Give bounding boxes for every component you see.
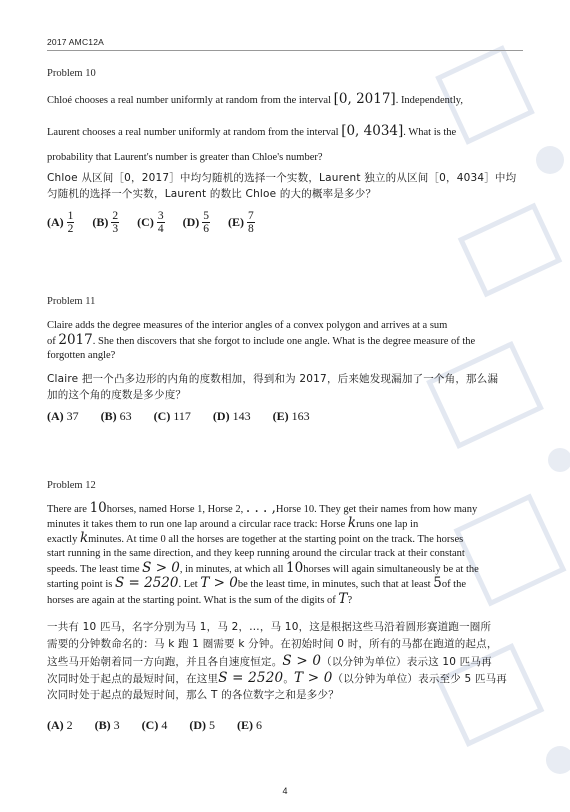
problem-11-text-line-3: forgotten angle?: [47, 350, 116, 361]
problem-10-text-line-1: Chloé chooses a real number uniformly at random from the interval [0, 2017]. Independently,: [47, 91, 463, 107]
problem-12-cn-line-4: 次同时处于起点的最短时间，在这里S = 2520。T > 0（以分钟为单位）表示至少 5 匹马再: [47, 670, 507, 686]
problem-10-text-line-2: Laurent chooses a real number uniformly at random from the interval [0, 4034]. What is the: [47, 123, 457, 139]
problem-10-text-line-3: probability that Laurent's number is greater than Chloe's number?: [47, 152, 323, 163]
choice-c: (C) 117: [153, 409, 191, 423]
problem-11-title: Problem 11: [47, 296, 96, 307]
choice-a: (A) $\frac{1}{2}$: [47, 210, 74, 235]
problem-10-cn-line-1: Chloe 从区间［0，2017］中均匀随机的选择一个实数，Laurent 独立的从区间［0，4034］中均: [47, 172, 517, 184]
choice-e: (E) $\frac{7}{8}$: [228, 210, 254, 235]
choice-c: (C) $\frac{3}{4}$: [137, 210, 164, 235]
problem-12-text-line-7: horses are again at the starting point. What is the sum of the digits of T?: [47, 591, 353, 607]
problem-10-choices: [47, 210, 255, 235]
problem-12-choices: [47, 718, 262, 733]
header-divider: [47, 50, 523, 51]
problem-11-cn-line-2: 加的这个角的度数是多少度？: [47, 389, 187, 401]
choice-a: (A) 37: [47, 409, 79, 423]
choice-b: (B) 63: [100, 409, 132, 423]
problem-12-cn-line-2: 需要的分钟数命名的：马 k 跑 1 圈需要 k 分钟。在初始时间 0 时，所有的马都在跑道的起点，: [47, 638, 498, 650]
problem-12-text-line-4: start running in the same direction, and they keep running around the circular track at their constant: [47, 548, 465, 559]
page-number: 4: [282, 786, 288, 796]
interval-2: [0, 4034]: [341, 123, 404, 139]
choice-c: (C) 4: [141, 718, 168, 732]
choice-b: (B) $\frac{2}{3}$: [92, 210, 119, 235]
choice-b: (B) 3: [94, 718, 120, 732]
problem-12-text-line-3: exactly kminutes. At time 0 all the horses are together at the starting point on the track. The horses: [47, 530, 464, 546]
problem-11-cn-line-1: Claire 把一个凸多边形的内角的度数相加，得到和为 2017，后来她发现漏加了一个角，那么漏: [47, 373, 499, 385]
choice-d: (D) 143: [212, 409, 251, 423]
problem-12-text-line-2: minutes it takes them to run one lap around a circular race track: Horse kruns one lap in: [47, 515, 419, 531]
page-header: 2017 AMC12A: [47, 37, 105, 47]
problem-10-title: Problem 10: [47, 68, 96, 79]
choice-d: (D) 5: [189, 718, 216, 732]
problem-11-text-line-2: of 2017. She then discovers that she forgot to include one angle. What is the degree measure of the: [47, 332, 476, 348]
choice-d: (D) $\frac{5}{6}$: [182, 210, 210, 235]
problem-12-cn-line-5: 次同时处于起点的最短时间，那么 T 的各位数字之和是多少？: [47, 689, 339, 701]
problem-12-text-line-6: starting point is S = 2520. Let T > 0be the least time, in minutes, such that at least 5of the: [47, 575, 467, 591]
choice-e: (E) 163: [272, 409, 310, 423]
problem-12-text-line-1: There are 10horses, named Horse 1, Horse 2, . . . ,Horse 10. They get their names from how many: [47, 500, 478, 516]
problem-12-cn-line-3: 这些马开始朝着同一方向跑，并且各自速度恒定。S > 0（以分钟为单位）表示这 10 匹马再: [47, 653, 492, 669]
problem-11-text-line-1: Claire adds the degree measures of the interior angles of a convex polygon and arrives at a sum: [47, 320, 448, 331]
problem-10-cn-line-2: 匀随机的选择一个实数，Laurent 的数比 Chloe 的大的概率是多少？: [47, 188, 377, 200]
problem-12-title: Problem 12: [47, 480, 96, 491]
interval-1: [0, 2017]: [333, 91, 396, 107]
problem-12-text-line-5: speeds. The least time S > 0, in minutes, at which all 10horses will again simultaneously be at the: [47, 560, 479, 576]
choice-e: (E) 6: [237, 718, 263, 732]
problem-12-cn-line-1: 一共有 10 匹马，名字分别为马 1，马 2，…，马 10，这是根据这些马沿着圆形赛道跑一圈所: [47, 621, 492, 633]
problem-11-choices: [47, 409, 310, 424]
choice-a: (A) 2: [47, 718, 73, 732]
